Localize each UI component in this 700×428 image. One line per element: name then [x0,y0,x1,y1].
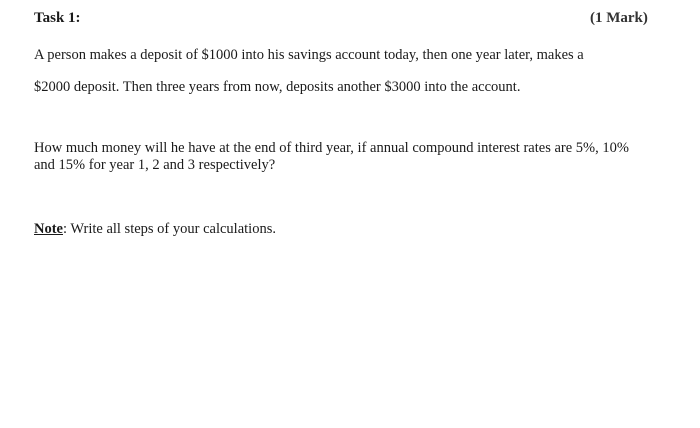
note-text: : Write all steps of your calculations. [63,221,276,237]
question-line-1: A person makes a deposit of $1000 into his savings account today, then one year later, makes a [34,47,584,63]
note-label: Note [34,221,63,237]
task-marks: (1 Mark) [590,10,648,26]
task-title: Task 1: [34,10,81,26]
question-line-2: $2000 deposit. Then three years from now, deposits another $3000 into the account. [34,79,521,95]
question-line-4: and 15% for year 1, 2 and 3 respectively? [34,157,276,173]
note [34,221,276,238]
question-line-3: How much money will he have at the end of third year, if annual compound interest rates are 5%, 10% [34,140,629,156]
